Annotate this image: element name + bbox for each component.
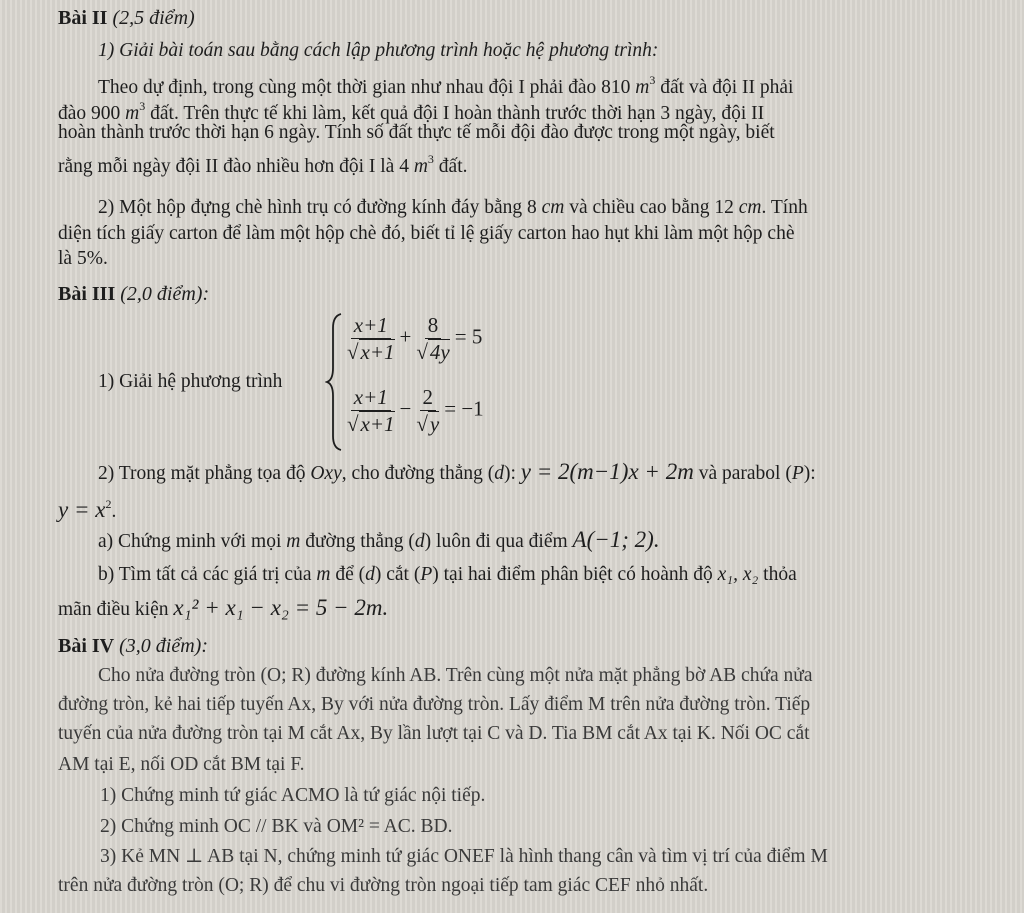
- sqrt-sign: √: [416, 340, 428, 364]
- parabola-equation: [58, 492, 116, 524]
- unit-cm: cm: [541, 197, 565, 218]
- parabola-lhs: y = x: [58, 497, 106, 522]
- text-span: . Tính: [761, 197, 808, 218]
- bai2-heading: [58, 6, 195, 30]
- denominator: 4y: [429, 340, 450, 364]
- bai3-part2a: [98, 528, 660, 554]
- math-m: m: [316, 564, 331, 585]
- unit-cube: 3: [427, 152, 434, 166]
- bai3-part2b-line2: [58, 596, 388, 622]
- bai2-part1-line4: [58, 147, 468, 179]
- sqrt-sign: √: [416, 412, 428, 436]
- bai4-title: Bài IV: [58, 635, 115, 657]
- bai4-line3: tuyến của nửa đường tròn tại M cắt Ax, By lần lượt tại C và D. Tia BM cắt Ax tại K. Nối OC cắt: [58, 723, 810, 744]
- bai4-question1: 1) Chứng minh tứ giác ACMO là tứ giác nội tiếp.: [100, 785, 486, 806]
- text-span: .: [111, 501, 117, 522]
- text-span: mãn điều kiện: [58, 599, 169, 620]
- fraction: [344, 312, 398, 365]
- text-span: ):: [803, 463, 816, 484]
- text-span: a) Chứng minh với mọi: [98, 531, 282, 552]
- bai3-heading: [58, 282, 209, 306]
- bai2-part1-intro: 1) Giải bài toán sau bằng cách lập phương trình hoặc hệ phương trình:: [98, 40, 659, 61]
- text-span: 2) Trong mặt phẳng tọa độ: [98, 463, 306, 484]
- math-x1x2: x₁, x₂: [717, 564, 759, 585]
- bai3-part2b-line1: [98, 563, 797, 587]
- point-A: A(−1; 2).: [572, 527, 660, 552]
- text-span: rằng mỗi ngày đội II đào nhiều hơn đội I là 4: [58, 156, 409, 177]
- unit-cm: cm: [738, 197, 762, 218]
- fraction: [413, 384, 442, 437]
- bai3-points: (2,0 điểm):: [120, 283, 210, 305]
- unit-cube: 3: [649, 73, 656, 87]
- text-span: và parabol (: [698, 463, 792, 484]
- bai4-points: (3,0 điểm):: [119, 635, 208, 657]
- bai2-title: Bài II: [58, 7, 108, 29]
- text-span: đất.: [438, 156, 468, 177]
- minus-sign: −: [399, 396, 412, 421]
- bai4-question2: 2) Chứng minh OC // BK và OM² = AC. BD.: [100, 816, 453, 837]
- fraction: [344, 384, 398, 437]
- text-span: đất. Trên thực tế khi làm, kết quả đội I hoàn thành trước thời hạn 3 ngày, đội II: [150, 103, 765, 124]
- bai2-part1-line3: hoàn thành trước thời hạn 6 ngày. Tính số đất thực tế mỗi đội đào được trong một ngày, biết: [58, 122, 775, 143]
- bai4-line1: Cho nửa đường tròn (O; R) đường kính AB. Trên cùng một nửa mặt phẳng bờ AB chứa nửa: [98, 665, 813, 686]
- bai3-part2-line1: [98, 460, 816, 486]
- bai2-part2-line1: [98, 196, 808, 220]
- denominator: x+1: [360, 412, 395, 436]
- unit-m: m: [413, 156, 428, 177]
- text-span: ) tại hai điểm phân biệt có hoành độ: [432, 564, 713, 585]
- bai2-points: (2,5 điểm): [112, 7, 195, 29]
- numerator: 8: [425, 312, 442, 339]
- math-d: d: [414, 531, 425, 552]
- text-span: đất và đội II phải: [660, 77, 794, 98]
- system-equation-2: [342, 384, 484, 437]
- text-span: ) cắt (: [374, 564, 421, 585]
- math-d: d: [494, 463, 504, 484]
- text-span: , cho đường thẳng (: [341, 463, 495, 484]
- text-span: ) luôn đi qua điểm: [424, 531, 568, 552]
- plus-sign: +: [399, 324, 412, 349]
- bai4-heading: [58, 634, 208, 658]
- rhs: = −1: [444, 396, 484, 421]
- bai2-part2-line3: là 5%.: [58, 248, 108, 269]
- text-span: b) Tìm tất cả các giá trị của: [98, 564, 312, 585]
- bai3-title: Bài III: [58, 283, 116, 305]
- denominator: y: [429, 412, 440, 436]
- math-oxy: Oxy: [310, 463, 342, 484]
- sqrt-sign: √: [347, 412, 359, 436]
- unit-m: m: [635, 77, 650, 98]
- bai4-line2: đường tròn, kẻ hai tiếp tuyến Ax, By với nửa đường tròn. Lấy điểm M trên nửa đường tròn. Tiếp: [58, 694, 811, 715]
- parabola-exponent: 2: [105, 497, 112, 511]
- rhs: = 5: [454, 324, 483, 349]
- bai4-line4: AM tại E, nối OD cắt BM tại F.: [58, 754, 305, 775]
- text-span: Theo dự định, trong cùng một thời gian như nhau đội I phải đào 810: [98, 77, 631, 98]
- numerator: x+1: [351, 312, 391, 339]
- bai2-part2-line2: diện tích giấy carton để làm một hộp chè đó, biết tỉ lệ giấy carton hao hụt khi làm một hộp chè: [58, 223, 795, 244]
- text-span: đường thẳng (: [305, 531, 415, 552]
- text-span: để (: [335, 564, 366, 585]
- math-P: P: [791, 463, 804, 484]
- fraction: [413, 312, 452, 365]
- bai4-question3-line2: trên nửa đường tròn (O; R) để chu vi đường tròn ngoại tiếp tam giác CEF nhỏ nhất.: [58, 875, 709, 896]
- denominator: x+1: [360, 340, 395, 364]
- text-span: và chiều cao bằng 12: [569, 197, 734, 218]
- unit-cube: 3: [139, 99, 146, 113]
- math-m: m: [286, 531, 301, 552]
- line-equation: y = 2(m−1)x + 2m: [520, 459, 694, 484]
- numerator: x+1: [351, 384, 391, 411]
- unit-m: m: [125, 103, 140, 124]
- bai3-part1-label: 1) Giải hệ phương trình: [98, 371, 283, 392]
- text-span: 2) Một hộp đựng chè hình trụ có đường kính đáy bằng 8: [98, 197, 537, 218]
- math-d: d: [365, 564, 375, 585]
- system-equation-1: [342, 312, 482, 365]
- text-span: ):: [503, 463, 516, 484]
- text-span: đào 900: [58, 103, 121, 124]
- math-P: P: [420, 564, 433, 585]
- sqrt-sign: √: [347, 340, 359, 364]
- text-span: thỏa: [763, 564, 797, 585]
- bai4-question3-line1: 3) Kẻ MN ⊥ AB tại N, chứng minh tứ giác ONEF là hình thang cân và tìm vị trí của điểm M: [100, 846, 828, 867]
- condition-equation: x₁² + x₁ − x₂ = 5 − 2m.: [173, 595, 389, 620]
- numerator: 2: [420, 384, 437, 411]
